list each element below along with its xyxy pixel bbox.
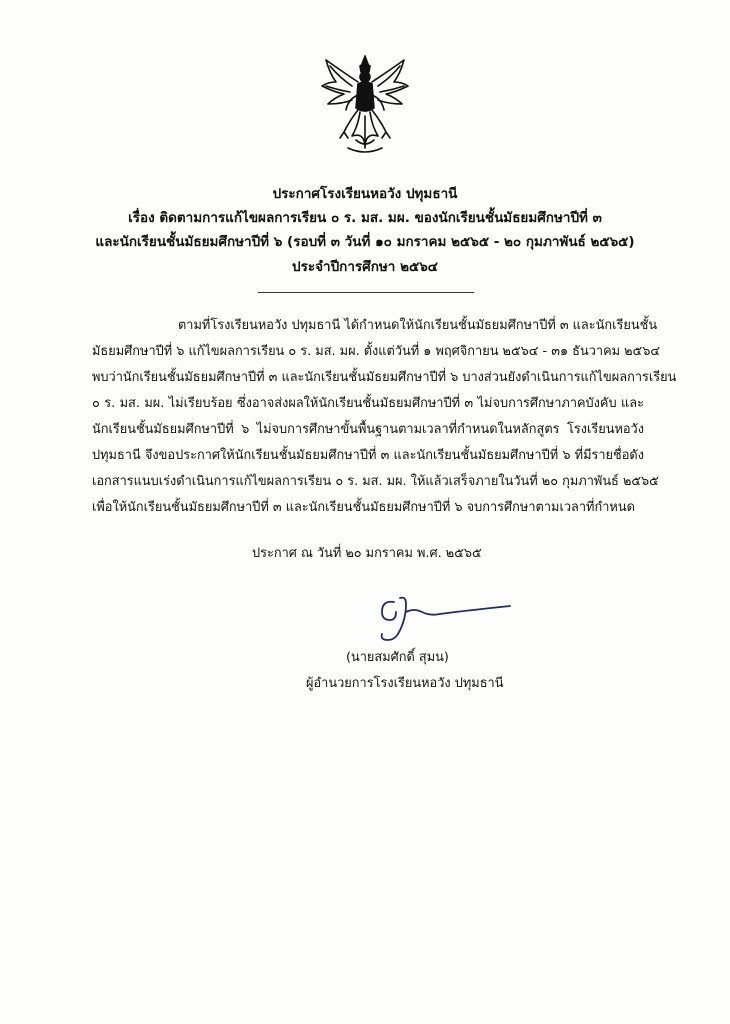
announcement-date: ประกาศ ณ วันที่ ๒๐ มกราคม พ.ศ. ๒๕๖๕ xyxy=(252,546,482,561)
handwritten-signature-icon xyxy=(360,590,520,650)
body-line: มัธยมศึกษาปีที่ ๖ แก้ไขผลการเรียน ๐ ร. มส. มผ. ตั้งแต่วันที่ ๑ พฤศจิกายน ๒๕๖๔ - ๓๑ ธันวาคม ๒๕๖๔ xyxy=(92,344,661,359)
body-line: ตามที่โรงเรียนหอวัง ปทุมธานี ได้กำหนดให้นักเรียนชั้นมัธยมศึกษาปีที่ ๓ และนักเรียนชั้น xyxy=(178,318,658,333)
signer-name: (นายสมศักดิ์ สุมน) xyxy=(346,650,449,665)
body-line: ปทุมธานี จึงขอประกาศให้นักเรียนชั้นมัธยมศึกษาปีที่ ๓ และนักเรียนชั้นมัธยมศึกษาปีที่ ๖ ที่มีรายชื่อดัง xyxy=(92,448,644,463)
announcement-subject-continued: และนักเรียนชั้นมัธยมศึกษาปีที่ ๖ (รอบที่ ๓ วันที่ ๑๐ มกราคม ๒๕๖๕ - ๒๐ กุมภาพันธ์ ๒๕๖๕) xyxy=(95,234,635,250)
divider xyxy=(258,292,474,293)
garuda-emblem-icon xyxy=(318,52,412,156)
announcement-title: ประกาศโรงเรียนหอวัง ปทุมธานี xyxy=(272,186,458,202)
academic-year: ประจำปีการศึกษา ๒๕๖๔ xyxy=(292,259,438,275)
body-line: นักเรียนชั้นมัธยมศึกษาปีที่ ๖ ไม่จบการศึกษาขั้นพื้นฐานตามเวลาที่กำหนดในหลักสูตร โรงเรียนหอวัง xyxy=(92,422,644,437)
signer-position: ผู้อำนวยการโรงเรียนหอวัง ปทุมธานี xyxy=(306,676,504,691)
body-line: เอกสารแนบเร่งดำเนินการแก้ไขผลการเรียน ๐ ร. มส. มผ. ให้แล้วเสร็จภายในวันที่ ๒๐ กุมภาพันธ์ ๒๕๖๕ xyxy=(92,474,659,489)
body-line: ๐ ร. มส. มผ. ไม่เรียบร้อย ซึ่งอาจส่งผลให้นักเรียนชั้นมัธยมศึกษาปีที่ ๓ ไม่จบการศึกษาภาคบังคับ และ xyxy=(92,396,644,411)
body-line: พบว่านักเรียนชั้นมัธยมศึกษาปีที่ ๓ และนักเรียนชั้นมัธยมศึกษาปีที่ ๖ บางส่วนยังดำเนินการแก้ไขผลการเรียน xyxy=(92,370,677,385)
body-line: เพื่อให้นักเรียนชั้นมัธยมศึกษาปีที่ ๓ และนักเรียนชั้นมัธยมศึกษาปีที่ ๖ จบการศึกษาตามเวลาที่กำหนด xyxy=(92,500,635,515)
announcement-subject: เรื่อง ติดตามการแก้ไขผลการเรียน ๐ ร. มส. มผ. ของนักเรียนชั้นมัธยมศึกษาปีที่ ๓ xyxy=(128,210,602,226)
